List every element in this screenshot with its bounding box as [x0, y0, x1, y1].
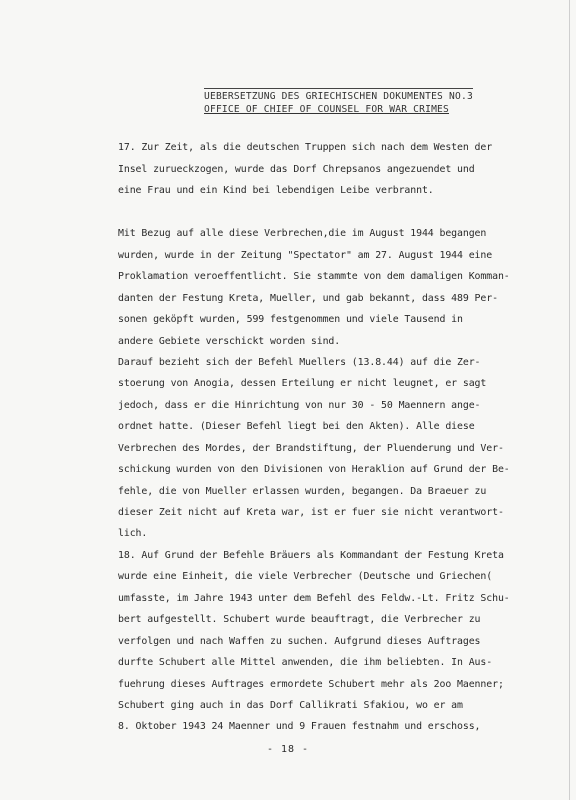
text-line: eine Frau und ein Kind bei lebendigen Leibe verbrannt. — [118, 185, 434, 196]
text-line: Insel zurueckzogen, wurde das Dorf Chrepsanos angezuendet und — [118, 164, 475, 175]
text-line: stoerung von Anogia, dessen Erteilung er nicht leugnet, er sagt — [118, 378, 487, 389]
text-line: Schubert ging auch in das Dorf Callikrati Sfakiou, wo er am — [118, 700, 463, 711]
text-line: lich. — [118, 528, 148, 539]
text-line: Verbrechen des Mordes, der Brandstiftung, der Pluenderung und Ver- — [118, 443, 504, 454]
text-line: 17. Zur Zeit, als die deutschen Truppen sich nach dem Westen der — [118, 142, 493, 153]
text-line: fehle, die von Mueller erlassen wurden, begangen. Da Braeuer zu — [118, 486, 487, 497]
text-line: fuehrung dieses Auftrages ermordete Schubert mehr als 2oo Maenner; — [118, 679, 504, 690]
text-line: verfolgen und nach Waffen zu suchen. Aufgrund dieses Auftrages — [118, 636, 481, 647]
text-line: umfasste, im Jahre 1943 unter dem Befehl des Feldw.-Lt. Fritz Schu- — [118, 593, 510, 604]
text-line: wurden, wurde in der Zeitung "Spectator" am 27. August 1944 eine — [118, 250, 493, 261]
text-line: wurde eine Einheit, die viele Verbrecher (Deutsche und Griechen( — [118, 571, 493, 582]
document-header — [204, 88, 473, 116]
text-line: Mit Bezug auf alle diese Verbrechen,die im August 1944 begangen — [118, 228, 487, 239]
header-line-1: UEBERSETZUNG DES GRIECHISCHEN DOKUMENTES NO.3 — [204, 88, 473, 103]
text-line: Proklamation veroeffentlicht. Sie stammte von dem damaligen Komman- — [118, 271, 510, 282]
text-line: danten der Festung Kreta, Mueller, und gab bekannt, dass 489 Per- — [118, 293, 498, 304]
text-line: jedoch, dass er die Hinrichtung von nur 30 - 50 Maennern ange- — [118, 400, 481, 411]
text-line: andere Gebiete verschickt worden sind. — [118, 336, 341, 347]
text-line: Darauf bezieht sich der Befehl Muellers (13.8.44) auf die Zer- — [118, 357, 481, 368]
text-line: ordnet hatte. (Dieser Befehl liegt bei den Akten). Alle diese — [118, 421, 475, 432]
page-number: - 18 - — [266, 744, 310, 755]
text-line: durfte Schubert alle Mittel anwenden, die ihm beliebten. In Aus- — [118, 657, 493, 668]
text-line: bert aufgestellt. Schubert wurde beauftragt, die Verbrecher zu — [118, 614, 481, 625]
header-line-2: OFFICE OF CHIEF OF COUNSEL FOR WAR CRIMES — [204, 104, 450, 115]
page-edge-line — [569, 0, 570, 800]
text-line: schickung wurden von den Divisionen von Heraklion auf Grund der Be- — [118, 464, 510, 475]
text-line: 8. Oktober 1943 24 Maenner und 9 Frauen festnahm und erschoss, — [118, 721, 481, 732]
text-line: 18. Auf Grund der Befehle Bräuers als Kommandant der Festung Kreta — [118, 550, 504, 561]
text-line: sonen geköpft wurden, 599 festgenommen und viele Tausend in — [118, 314, 463, 325]
text-line: dieser Zeit nicht auf Kreta war, ist er fuer sie nicht verantwort- — [118, 507, 504, 518]
